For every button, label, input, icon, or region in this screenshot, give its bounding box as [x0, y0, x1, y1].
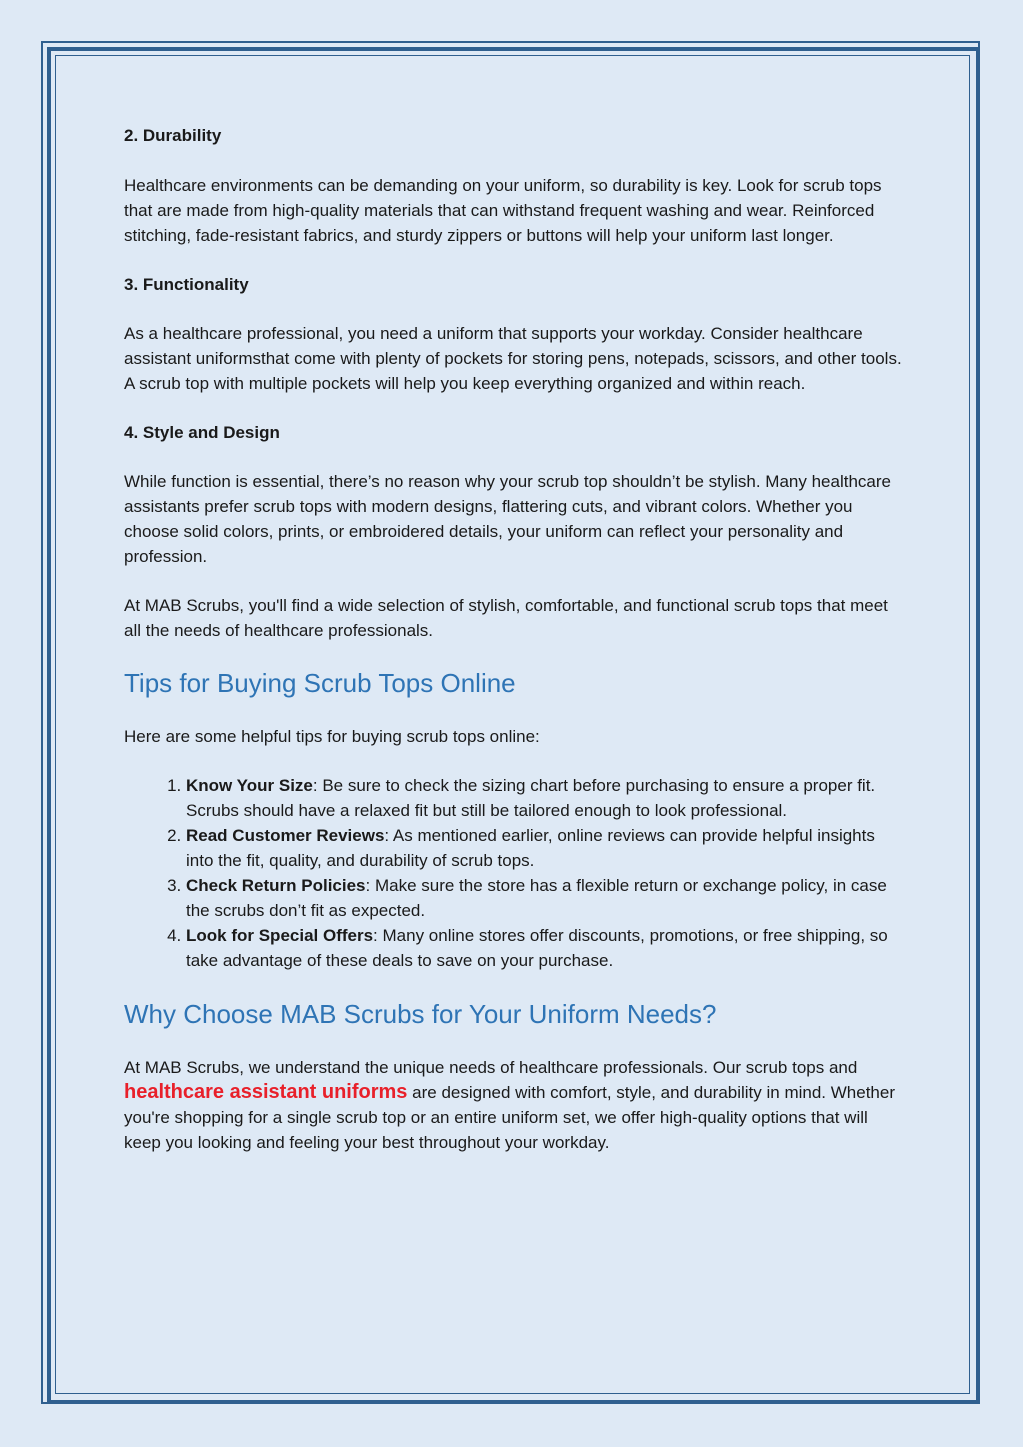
tip-text: : Make sure the store has a flexible return or exchange policy, in case the scrubs don’t fit as expected.	[186, 876, 887, 920]
why-text-after: are designed with comfort, style, and durability in mind. Whether you're shopping for a single scrub top or an entire uniform set, we offer high-quality options that will keep you looking and feeling your best throughout your workday.	[124, 1083, 896, 1152]
list-item	[186, 923, 904, 973]
functionality-heading: 3. Functionality	[124, 275, 249, 294]
tips-list	[124, 773, 904, 973]
tip-text: : As mentioned earlier, online reviews can provide helpful insights into the fit, quality, and durability of scrub tops.	[186, 826, 875, 870]
healthcare-assistant-uniforms-link[interactable]: healthcare assistant uniforms	[124, 1081, 408, 1103]
tip-term: Look for Special Offers	[186, 926, 374, 945]
tip-text: : Many online stores offer discounts, promotions, or free shipping, so take advantage of these deals to save on your purchase.	[186, 926, 888, 970]
tips-intro: Here are some helpful tips for buying scrub tops online:	[124, 727, 540, 746]
style-design-heading: 4. Style and Design	[124, 423, 280, 442]
list-item	[186, 773, 904, 823]
mab-scrubs-paragraph: At MAB Scrubs, you'll find a wide selection of stylish, comfortable, and functional scrub tops that meet all the needs of healthcare professionals.	[124, 596, 888, 640]
tip-term: Check Return Policies	[186, 876, 366, 895]
tips-heading: Tips for Buying Scrub Tops Online	[124, 668, 516, 698]
tip-text: : Be sure to check the sizing chart before purchasing to ensure a proper fit. Scrubs should have a relaxed fit but still be tailored enough to look professional.	[186, 776, 876, 820]
list-item	[186, 873, 904, 923]
list-item	[186, 823, 904, 873]
durability-paragraph: Healthcare environments can be demanding on your uniform, so durability is key. Look for scrub tops that are made from high-quality materials that can withstand frequent washing and wear. Reinforced stitching, fade-resistant fabrics, and sturdy zippers or buttons will help your uniform last longer.	[124, 176, 882, 245]
document-body	[124, 123, 904, 1155]
style-design-paragraph: While function is essential, there’s no reason why your scrub top shouldn’t be stylish. Many healthcare assistants prefer scrub tops with modern designs, flattering cuts, and vibrant colors. Whether you choose solid colors, prints, or embroidered details, your uniform can reflect your personality and profession.	[124, 472, 891, 566]
tip-term: Read Customer Reviews	[186, 826, 385, 845]
why-choose-paragraph	[124, 1055, 904, 1155]
durability-heading: 2. Durability	[124, 126, 222, 145]
why-text-before: At MAB Scrubs, we understand the unique needs of healthcare professionals. Our scrub tops and	[124, 1058, 858, 1077]
why-choose-heading: Why Choose MAB Scrubs for Your Uniform Needs?	[124, 999, 717, 1029]
tip-term: Know Your Size	[186, 776, 313, 795]
functionality-paragraph: As a healthcare professional, you need a uniform that supports your workday. Consider healthcare assistant uniformsthat come with plenty of pockets for storing pens, notepads, scissors, and other tools. A scrub top with multiple pockets will help you keep everything organized and within reach.	[124, 324, 902, 393]
